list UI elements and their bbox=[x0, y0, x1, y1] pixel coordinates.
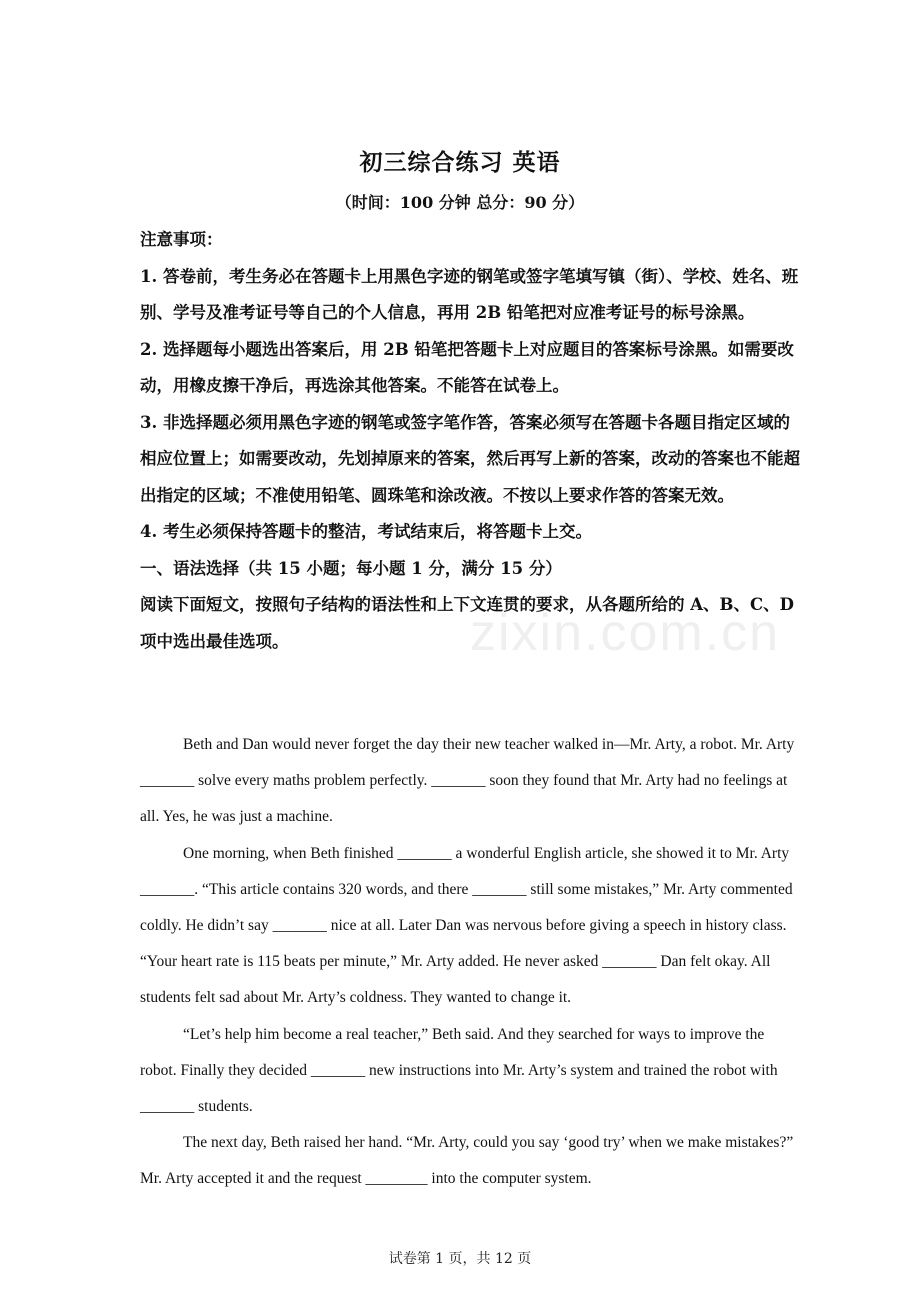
page-footer: 试卷第 1 页，共 12 页 bbox=[388, 1251, 532, 1267]
notes-item-1: 1. 答卷前，考生务必在答题卡上用黑色字迹的钢笔或签字笔填写镇（街）、学校、姓名、班别、学号及准考证号等自己的个人信息，再用 2B 铅笔把对应准考证号的标号涂黑。 bbox=[140, 266, 799, 322]
section-heading: 一、语法选择（共 15 小题；每小题 1 分，满分 15 分） bbox=[140, 558, 562, 578]
passage bbox=[140, 727, 795, 1198]
notes-section bbox=[140, 222, 800, 660]
exam-subtitle: （时间：100 分钟 总分：90 分） bbox=[335, 193, 585, 212]
passage-paragraph-2: One morning, when Beth finished _______ a wonderful English article, she showed it to Mr. Arty _______. “This article contains 320 words, and there _______ still some mistakes,” Mr. Arty commented coldly. He didn’t say _______ nice at all. Later Dan was nervous before giving a speech in history class. “Your heart rate is 115 beats per minute,” Mr. Arty added. He never asked _______ Dan felt okay. All students felt sad about Mr. Arty’s coldness. They wanted to change it. bbox=[140, 844, 793, 1007]
notes-item-4: 4. 考生必须保持答题卡的整洁，考试结束后，将答题卡上交。 bbox=[140, 522, 592, 541]
notes-item-2: 2. 选择题每小题选出答案后，用 2B 铅笔把答题卡上对应题目的答案标号涂黑。如需要改动，用橡皮擦干净后，再选涂其他答案。不能答在试卷上。 bbox=[140, 339, 794, 395]
watermark-text: zixin.com.cn bbox=[470, 604, 781, 662]
notes-item-3: 3. 非选择题必须用黑色字迹的钢笔或签字笔作答，答案必须写在答题卡各题目指定区域的相应位置上；如需要改动，先划掉原来的答案，然后再写上新的答案，改动的答案也不能超出指定的区域；不准使用铅笔、圆珠笔和涂改液。不按以上要求作答的答案无效。 bbox=[140, 412, 800, 505]
section-instruction: 阅读下面短文，按照句子结构的语法性和上下文连贯的要求，从各题所给的 A、B、C、D 项中选出最佳选项。 bbox=[140, 595, 794, 651]
notes-heading: 注意事项： bbox=[140, 230, 223, 249]
passage-paragraph-1: Beth and Dan would never forget the day their new teacher walked in—Mr. Arty, a robot. Mr. Arty _______ solve every maths problem perfectly. _______ soon they found that Mr. Arty had no feelings at all. Yes, he was just a machine. bbox=[140, 736, 795, 826]
passage-paragraph-3: “Let’s help him become a real teacher,” Beth said. And they searched for ways to improve the robot. Finally they decided _______ new instructions into Mr. Arty’s system and trained the robot with _______ students. bbox=[140, 1025, 778, 1116]
passage-paragraph-4: The next day, Beth raised her hand. “Mr. Arty, could you say ‘good try’ when we make mistakes?” Mr. Arty accepted it and the request ________ into the computer system. bbox=[140, 1134, 794, 1188]
exam-title: 初三综合练习 英语 bbox=[359, 149, 561, 176]
